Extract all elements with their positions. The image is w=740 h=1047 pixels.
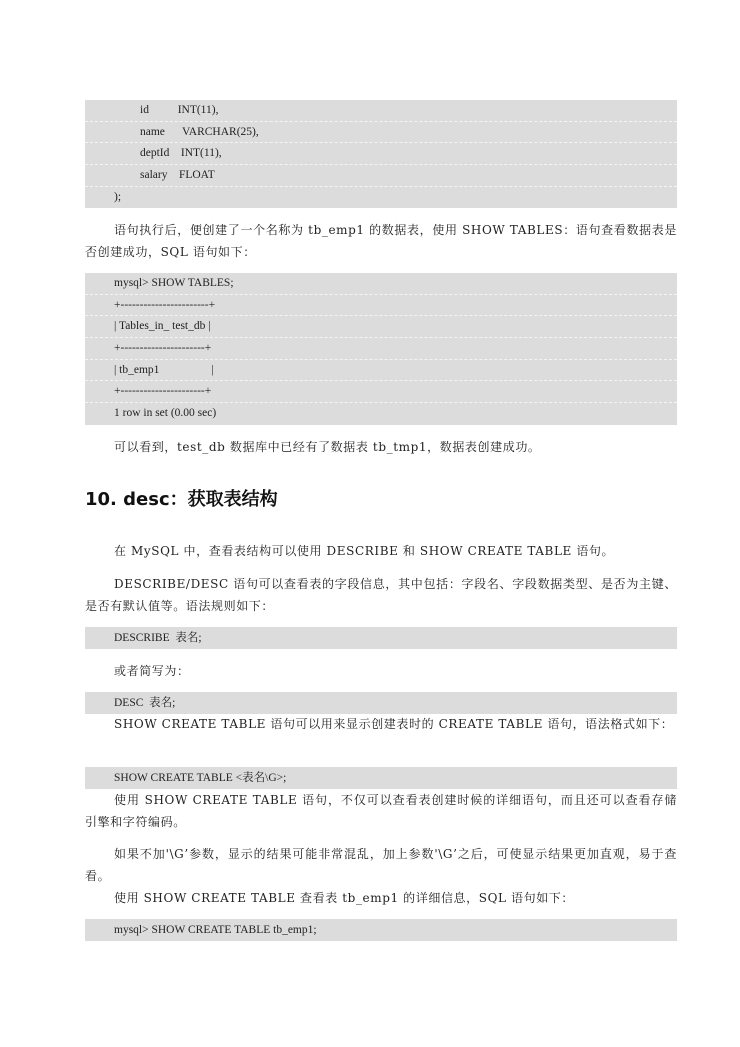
- code-block-desc: [85, 692, 677, 714]
- code-line: +----------------------+: [85, 338, 677, 360]
- paragraph: 使用 SHOW CREATE TABLE 查看表 tb_emp1 的详细信息，SQL 语句如下：: [114, 891, 574, 905]
- code-line: name VARCHAR(25),: [85, 122, 677, 144]
- code-line: +-----------------------+: [85, 295, 677, 317]
- paragraph: 如果不加'\G’参数，显示的结果可能非常混乱，加上参数'\G’之后，可使显示结果更加直观，易于查看。: [85, 847, 677, 883]
- code-block-show-tables: [85, 273, 677, 425]
- code-line: salary FLOAT: [85, 165, 677, 187]
- paragraph: 使用 SHOW CREATE TABLE 语句，不仅可以查看表创建时候的详细语句，而且还可以查看存储引擎和字符编码。: [85, 793, 677, 829]
- paragraph: DESCRIBE/DESC 语句可以查看表的字段信息，其中包括：字段名、字段数据类型、是否为主键、是否有默认值等。语法规则如下：: [85, 577, 677, 613]
- code-line: );: [114, 190, 122, 203]
- code-block-describe: [85, 627, 677, 649]
- code-line: mysql> SHOW TABLES;: [85, 273, 677, 295]
- section-heading: 10. desc：获取表结构: [85, 489, 278, 510]
- code-line: DESC 表名;: [114, 697, 176, 709]
- paragraph: 在 MySQL 中，查看表结构可以使用 DESCRIBE 和 SHOW CREATE TABLE 语句。: [114, 544, 615, 558]
- code-block-show-create-example: [85, 919, 677, 941]
- code-line: 1 row in set (0.00 sec): [114, 407, 217, 420]
- paragraph: 语句执行后，便创建了一个名称为 tb_emp1 的数据表，使用 SHOW TABLES：语句查看数据表是否创建成功，SQL 语句如下：: [85, 223, 677, 259]
- paragraph: 或者简写为：: [114, 664, 190, 678]
- code-line: SHOW CREATE TABLE <表名\G>;: [114, 772, 287, 784]
- code-line: id INT(11),: [85, 100, 677, 122]
- code-block-create-table: [85, 100, 677, 208]
- code-line: | tb_emp1 |: [85, 360, 677, 382]
- paragraph: SHOW CREATE TABLE 语句可以用来显示创建表时的 CREATE TABLE 语句，语法格式如下：: [114, 717, 674, 731]
- code-line: +----------------------+: [85, 381, 677, 403]
- code-block-show-create-syntax: [85, 767, 677, 789]
- code-line: deptId INT(11),: [85, 143, 677, 165]
- code-line: | Tables_in_ test_db |: [85, 316, 677, 338]
- code-line: DESCRIBE 表名;: [114, 632, 202, 644]
- paragraph: 可以看到，test_db 数据库中已经有了数据表 tb_tmp1，数据表创建成功。: [114, 440, 541, 454]
- code-line: mysql> SHOW CREATE TABLE tb_emp1;: [114, 924, 317, 936]
